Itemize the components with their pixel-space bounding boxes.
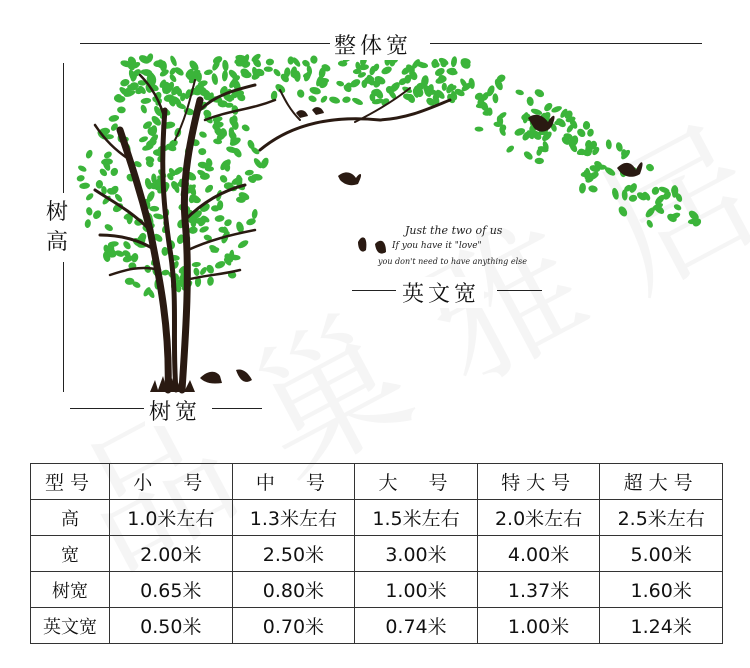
header-cell-small: 小 号 bbox=[110, 464, 233, 500]
table-cell: 2.5米左右 bbox=[600, 500, 723, 536]
table-cell: 3.00米 bbox=[355, 536, 478, 572]
overall-width-label: 整体宽 bbox=[330, 29, 416, 60]
header-cell-super-large: 超大号 bbox=[600, 464, 723, 500]
overall-width-line-right bbox=[430, 43, 702, 44]
header-cell-extra-large: 特大号 bbox=[477, 464, 600, 500]
tree-height-line-bottom bbox=[63, 262, 64, 392]
quote-line-2: If you have it "love" bbox=[392, 241, 482, 251]
table-cell: 4.00米 bbox=[477, 536, 600, 572]
row-label-height: 高 bbox=[31, 500, 110, 536]
tree-height-label: 树高 bbox=[46, 198, 70, 258]
table-cell: 1.37米 bbox=[477, 572, 600, 608]
row-label-text-width: 英文宽 bbox=[31, 608, 110, 644]
table-cell: 1.0米左右 bbox=[110, 500, 233, 536]
tree-height-line-top bbox=[63, 63, 64, 193]
table-row bbox=[31, 536, 723, 572]
header-cell-model: 型号 bbox=[31, 464, 110, 500]
table-cell: 1.00米 bbox=[355, 572, 478, 608]
quote-line-1: Just the two of us bbox=[405, 224, 503, 237]
table-cell: 0.74米 bbox=[355, 608, 478, 644]
table-cell: 1.3米左右 bbox=[232, 500, 355, 536]
size-spec-table bbox=[30, 463, 723, 644]
table-cell: 1.24米 bbox=[600, 608, 723, 644]
table-row bbox=[31, 500, 723, 536]
table-cell: 1.60米 bbox=[600, 572, 723, 608]
row-label-width: 宽 bbox=[31, 536, 110, 572]
row-label-tree-width: 树宽 bbox=[31, 572, 110, 608]
header-cell-medium: 中 号 bbox=[232, 464, 355, 500]
tree-width-line-left bbox=[70, 408, 144, 409]
tree-width-label: 树宽 bbox=[145, 395, 205, 426]
table-cell: 0.80米 bbox=[232, 572, 355, 608]
table-cell: 2.00米 bbox=[110, 536, 233, 572]
text-width-label: 英文宽 bbox=[398, 277, 484, 308]
tree-width-line-right bbox=[212, 408, 262, 409]
overall-width-line-left bbox=[80, 43, 332, 44]
table-cell: 2.0米左右 bbox=[477, 500, 600, 536]
quote-line-3: you don't need to have anything else bbox=[378, 257, 527, 266]
text-width-line-left bbox=[352, 290, 396, 291]
table-cell: 0.50米 bbox=[110, 608, 233, 644]
table-cell: 2.50米 bbox=[232, 536, 355, 572]
text-width-line-right bbox=[497, 290, 542, 291]
table-cell: 0.70米 bbox=[232, 608, 355, 644]
table-cell: 0.65米 bbox=[110, 572, 233, 608]
table-header-row bbox=[31, 464, 723, 500]
table-cell: 1.5米左右 bbox=[355, 500, 478, 536]
table-cell: 1.00米 bbox=[477, 608, 600, 644]
header-cell-large: 大 号 bbox=[355, 464, 478, 500]
table-row bbox=[31, 608, 723, 644]
grass-tuft bbox=[150, 376, 195, 392]
table-row bbox=[31, 572, 723, 608]
table-cell: 5.00米 bbox=[600, 536, 723, 572]
